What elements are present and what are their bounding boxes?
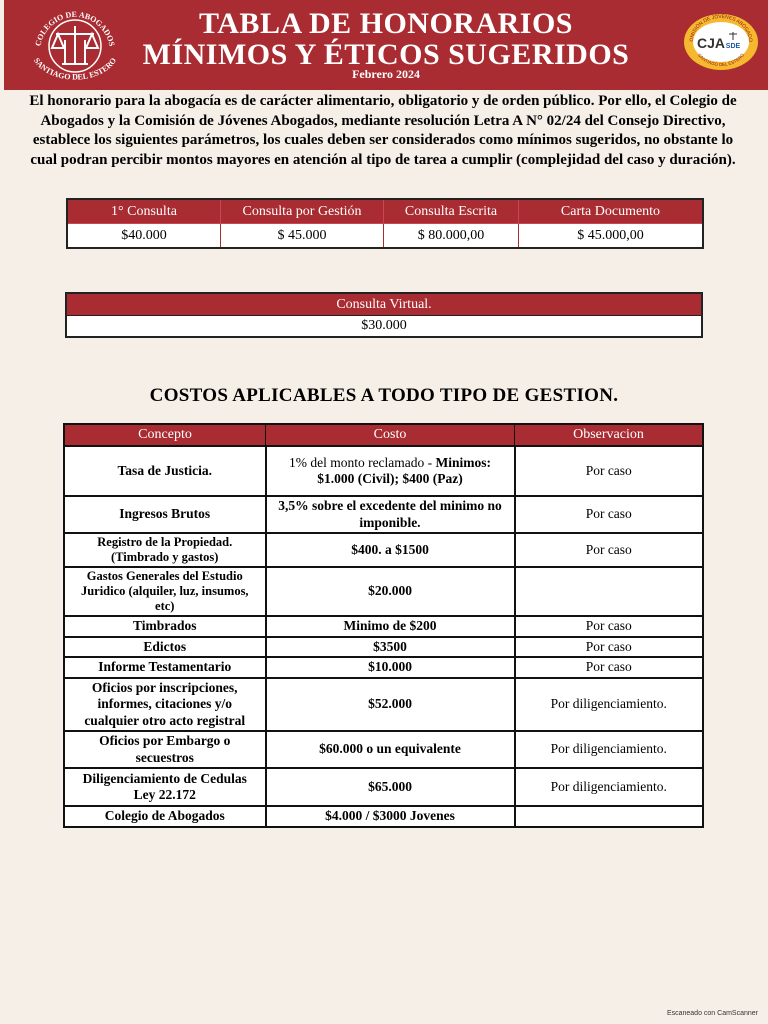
costo-plain: 1% del monto reclamado - <box>288 454 436 470</box>
col-header: Consulta Escrita <box>384 199 519 224</box>
table-cell: $ 45.000 <box>221 224 384 249</box>
observacion-cell: Por diligenciamiento. <box>515 678 704 732</box>
costo-cell: Minimo de $200 <box>266 616 515 637</box>
concepto-cell: Colegio de Abogados <box>64 806 266 827</box>
concepto-cell: Oficios por inscripciones, informes, citaciones y/o cualquier otro acto registral <box>64 678 266 732</box>
costos-header-row <box>64 424 703 446</box>
concepto-cell: Edictos <box>64 637 266 658</box>
observacion-cell <box>515 567 704 616</box>
logo-right-text-bottom: SANTIAGO DEL ESTERO <box>696 52 746 68</box>
observacion-cell <box>515 806 704 827</box>
page-title-line2: MÍNIMOS Y ÉTICOS SUGERIDOS <box>142 38 630 71</box>
observacion-cell: Por diligenciamiento. <box>515 768 704 806</box>
logo-left-text-top: COLEGIO DE ABOGADOS <box>33 9 117 48</box>
consulta-virtual-table <box>65 292 703 338</box>
concepto-cell: Timbrados <box>64 616 266 637</box>
logo-right-abbr: CJA <box>696 35 726 51</box>
logo-right-abbr2: SDE <box>725 43 741 50</box>
logo-left-text-bottom: SANTIAGO DEL ESTERO <box>31 56 119 82</box>
intro-paragraph: El honorario para la abogacía es de carácter alimentario, obligatorio y de orden público. Por ello, el Colegio de Abogados y la Comisión de Jóvenes Abogados, mediante resolución Letra A N° 02/24 del Consejo Directivo, establece los siguientes parámetros, los cuales deben ser considerados como mínimos sugeridos, no obstante lo cual podran percibir montos mayores en atención al tipo de tarea a cumplir (complejidad del caso y duración). <box>29 93 737 168</box>
page-subtitle-date: Febrero 2024 <box>352 67 420 81</box>
observacion-cell: Por caso <box>515 657 704 678</box>
comision-jovenes-abogados-logo <box>681 12 761 72</box>
observacion-cell: Por caso <box>515 446 704 496</box>
observacion-cell: Por caso <box>515 616 704 637</box>
consultas-table <box>66 198 704 249</box>
concepto-cell: Ingresos Brutos <box>64 496 266 533</box>
observacion-cell: Por diligenciamiento. <box>515 731 704 768</box>
costo-cell: $52.000 <box>266 678 515 732</box>
costo-cell: $3500 <box>266 637 515 658</box>
table-row <box>64 637 703 658</box>
costo-cell: 3,5% sobre el excedente del minimo no imponible. <box>266 496 515 533</box>
table-cell: $ 80.000,00 <box>384 224 519 249</box>
table-row <box>64 616 703 637</box>
concepto-cell: Tasa de Justicia. <box>64 446 266 496</box>
table-cell: $30.000 <box>66 316 702 338</box>
table-row <box>64 446 703 496</box>
table-row <box>64 806 703 827</box>
table-row <box>64 496 703 533</box>
table-row <box>64 768 703 806</box>
table-row <box>64 731 703 768</box>
costo-cell: $65.000 <box>266 768 515 806</box>
observacion-cell: Por caso <box>515 496 704 533</box>
col-header: Consulta Virtual. <box>66 293 702 316</box>
concepto-cell: Diligenciamiento de Cedulas Ley 22.172 <box>64 768 266 806</box>
col-header: Observacion <box>515 424 704 446</box>
table-cell: $40.000 <box>67 224 221 249</box>
consultas-value-row <box>67 224 703 249</box>
costo-cell <box>266 446 515 496</box>
table-row <box>64 657 703 678</box>
header-banner <box>4 0 768 90</box>
col-header: Carta Documento <box>519 199 704 224</box>
costos-table <box>63 423 704 828</box>
table-row <box>64 533 703 567</box>
costo-cell: $20.000 <box>266 567 515 616</box>
costo-cell: $10.000 <box>266 657 515 678</box>
observacion-cell: Por caso <box>515 533 704 567</box>
col-header: Consulta por Gestión <box>221 199 384 224</box>
costo-cell: $60.000 o un equivalente <box>266 731 515 768</box>
col-header: Concepto <box>64 424 266 446</box>
scanner-watermark: Escaneado con CamScanner <box>666 1010 758 1017</box>
col-header: 1° Consulta <box>67 199 221 224</box>
concepto-cell: Gastos Generales del Estudio Juridico (alquiler, luz, insumos, etc) <box>64 567 266 616</box>
table-cell: $ 45.000,00 <box>519 224 704 249</box>
consultas-header-row <box>67 199 703 224</box>
section-heading-costos: COSTOS APLICABLES A TODO TIPO DE GESTION. <box>149 385 619 406</box>
observacion-cell: Por caso <box>515 637 704 658</box>
table-row <box>64 567 703 616</box>
concepto-cell: Informe Testamentario <box>64 657 266 678</box>
costo-cell: $400. a $1500 <box>266 533 515 567</box>
concepto-cell: Registro de la Propiedad. (Timbrado y gastos) <box>64 533 266 567</box>
col-header: Costo <box>266 424 515 446</box>
costo-bold: Minimos: $1.000 (Civil); $400 (Paz) <box>317 454 492 486</box>
costo-cell: $4.000 / $3000 Jovenes <box>266 806 515 827</box>
page-title-line1: TABLA DE HONORARIOS <box>198 7 573 40</box>
logo-right-text-top: OMISIÓN DE JÓVENES ABOGADO <box>688 13 754 43</box>
table-row <box>64 678 703 732</box>
concepto-cell: Oficios por Embargo o secuestros <box>64 731 266 768</box>
